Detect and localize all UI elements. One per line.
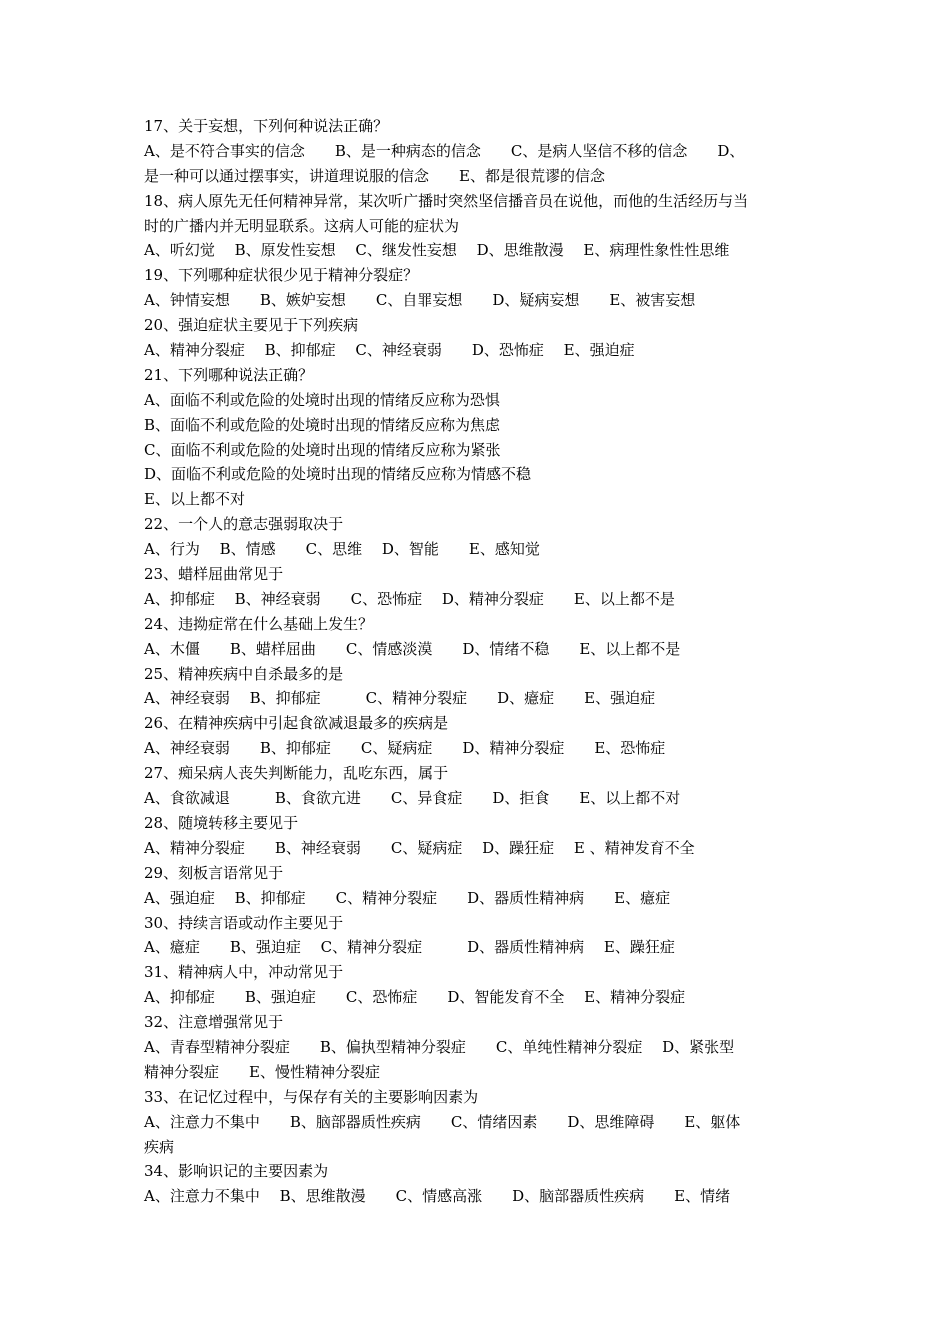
text-line: 时的广播内并无明显联系。这病人可能的症状为: [144, 216, 460, 235]
text-line: 疾病: [144, 1137, 175, 1156]
text-line: A、食欲减退 B、食欲亢进 C、异食症 D、拒食 E、以上都不对: [144, 789, 681, 808]
text-line: 精神分裂症 E、慢性精神分裂症: [144, 1062, 380, 1081]
text-line: 34、影响识记的主要因素为: [144, 1162, 329, 1181]
text-line: B、面临不利或危险的处境时出现的情绪反应称为焦虑: [144, 415, 501, 434]
text-line: A、抑郁症 B、神经衰弱 C、恐怖症 D、精神分裂症 E、以上都不是: [144, 589, 675, 608]
text-line: A、神经衰弱 B、抑郁症 C、精神分裂症 D、癔症 E、强迫症: [144, 689, 656, 708]
text-line: C、面临不利或危险的处境时出现的情绪反应称为紧张: [144, 440, 501, 459]
text-line: A、精神分裂症 B、抑郁症 C、神经衰弱 D、恐怖症 E、强迫症: [144, 341, 635, 360]
text-line: 33、在记忆过程中，与保存有关的主要影响因素为: [144, 1087, 479, 1106]
text-line: A、面临不利或危险的处境时出现的情绪反应称为恐惧: [144, 390, 500, 409]
text-line: 18、病人原先无任何精神异常，某次听广播时突然坚信播音员在说他，而他的生活经历与当: [144, 191, 749, 210]
text-line: A、木僵 B、蜡样屈曲 C、情感淡漠 D、情绪不稳 E、以上都不是: [144, 639, 681, 658]
text-line: 17、关于妄想，下列何种说法正确？: [144, 117, 389, 135]
text-line: E、以上都不对: [144, 490, 245, 509]
text-line: 30、持续言语或动作主要见于: [144, 913, 344, 932]
text-line: 29、刻板言语常见于: [144, 863, 284, 882]
text-line: 22、一个人的意志强弱取决于: [144, 515, 344, 534]
text-line: 28、随境转移主要见于: [144, 813, 299, 832]
text-line: A、注意力不集中 B、思维散漫 C、情感高涨 D、脑部器质性疾病 E、情绪: [144, 1187, 731, 1206]
text-line: A、抑郁症 B、强迫症 C、恐怖症 D、智能发育不全 E、精神分裂症: [144, 988, 686, 1007]
text-line: A、青春型精神分裂症 B、偏执型精神分裂症 C、单纯性精神分裂症 D、紧张型: [144, 1037, 735, 1056]
text-line: A、行为 B、情感 C、思维 D、智能 E、感知觉: [144, 540, 540, 559]
text-line: 23、蜡样屈曲常见于: [144, 565, 284, 584]
text-line: A、精神分裂症 B、神经衰弱 C、疑病症 D、躁狂症 E 、精神发育不全: [144, 838, 695, 857]
text-line: 是一种可以通过摆事实，讲道理说服的信念 E、都是很荒谬的信念: [144, 166, 605, 185]
text-line: A、神经衰弱 B、抑郁症 C、疑病症 D、精神分裂症 E、恐怖症: [144, 739, 666, 758]
text-line: A、强迫症 B、抑郁症 C、精神分裂症 D、器质性精神病 E、癔症: [144, 888, 671, 907]
text-line: 31、精神病人中，冲动常见于: [144, 963, 344, 982]
text-line: 20、强迫症状主要见于下列疾病: [144, 316, 359, 335]
text-line: A、听幻觉 B、原发性妄想 C、继发性妄想 D、思维散漫 E、病理性象性性思维: [144, 241, 730, 260]
text-line: 21、下列哪种说法正确？: [144, 365, 314, 384]
text-line: A、是不符合事实的信念 B、是一种病态的信念 C、是病人坚信不移的信念 D、: [144, 141, 745, 160]
text-line: 19、下列哪种症状很少见于精神分裂症？: [144, 266, 419, 285]
text-line: 32、注意增强常见于: [144, 1013, 284, 1032]
text-line: D、面临不利或危险的处境时出现的情绪反应称为情感不稳: [144, 465, 532, 484]
text-line: 26、在精神疾病中引起食欲减退最多的疾病是: [144, 714, 449, 733]
text-line: 24、违拗症常在什么基础上发生？: [144, 614, 374, 633]
text-line: A、癔症 B、强迫症 C、精神分裂症 D、器质性精神病 E、躁狂症: [144, 938, 675, 957]
text-line: A、注意力不集中 B、脑部器质性疾病 C、情绪因素 D、思维障碍 E、躯体: [144, 1112, 741, 1131]
text-line: 25、精神疾病中自杀最多的是: [144, 664, 344, 683]
text-line: 27、痴呆病人丧失判断能力，乱吃东西，属于: [144, 764, 449, 783]
question-text-block: [144, 114, 808, 1209]
text-line: A、钟情妄想 B、嫉妒妄想 C、自罪妄想 D、疑病妄想 E、被害妄想: [144, 291, 696, 310]
